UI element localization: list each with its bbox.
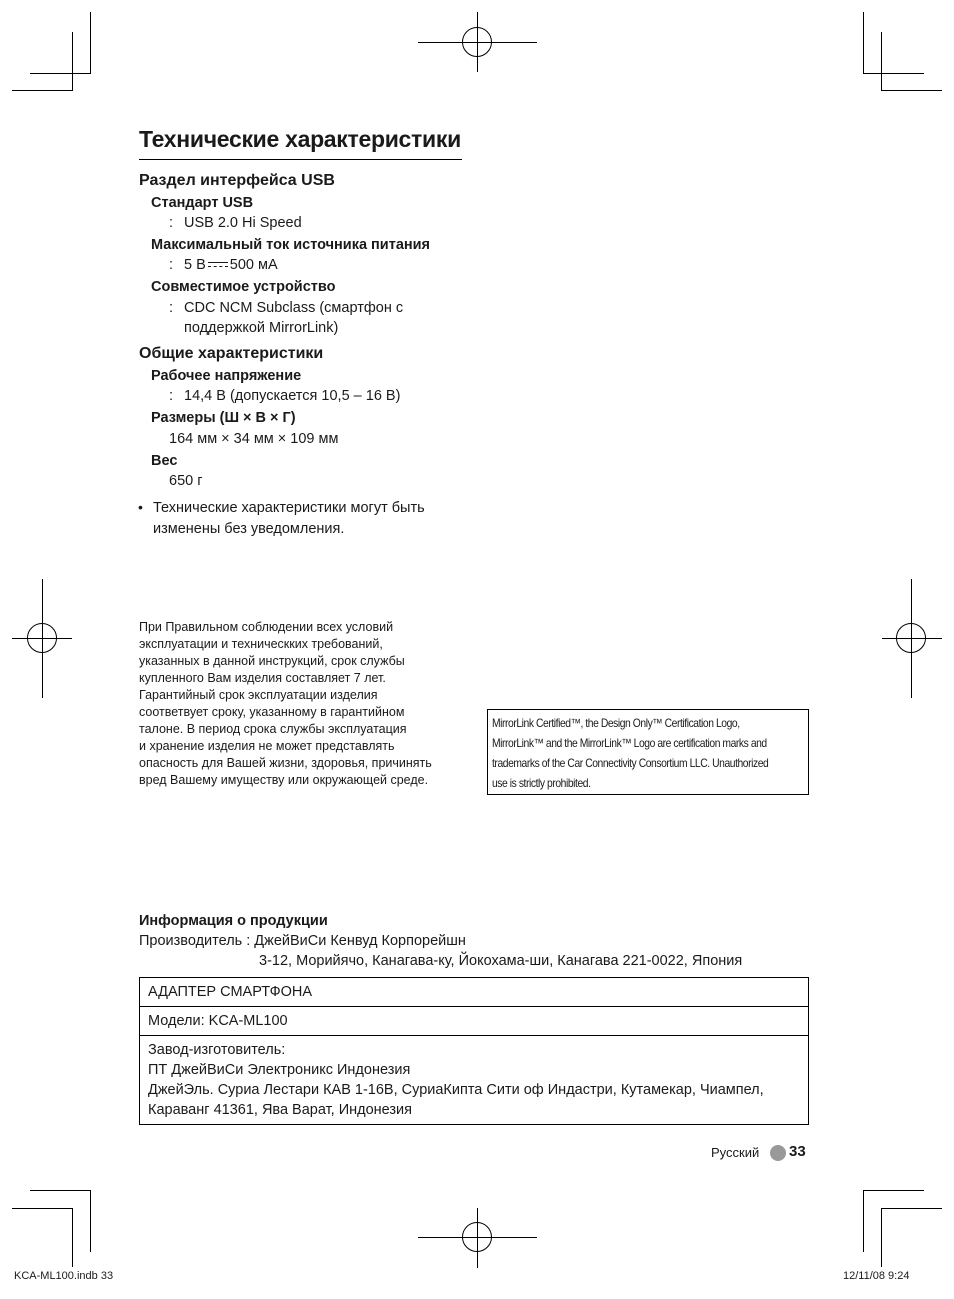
weight-label: Вес xyxy=(151,453,178,469)
usb-standard-value: USB 2.0 Hi Speed xyxy=(184,215,302,231)
usb-current-label: Максимальный ток источника питания xyxy=(151,237,431,253)
print-slug-date: 12/11/08 9:24 xyxy=(843,1270,910,1282)
colon: : xyxy=(169,300,174,316)
factory-line: Завод-изготовитель: xyxy=(148,1042,286,1058)
usb-section-heading: Раздел интерфейса USB xyxy=(139,172,335,189)
warranty-line: указанных в данной инструкций, срок службы xyxy=(139,654,405,668)
trademark-line: use is strictly prohibited. xyxy=(492,776,591,790)
footer-language: Русский xyxy=(711,1145,760,1160)
warranty-line: опасность для Вашей жизни, здоровья, причинять xyxy=(139,756,432,770)
trademark-line: MirrorLink™ and the MirrorLink™ Logo are certification marks and xyxy=(492,736,767,750)
note-text: Технические характеристики могут быть изменены без уведомления. xyxy=(153,500,425,537)
warranty-line: вред Вашему имуществу или окружающей среде. xyxy=(139,773,429,787)
voltage-value: 14,4 В (допускается 10,5 – 16 В) xyxy=(184,388,401,404)
factory-line: ДжейЭль. Суриа Лестари КАВ 1-16В, СуриаКипта Сити оф Индастри, Кутамекар, Чиампел, xyxy=(148,1082,764,1098)
usb-device-value-line2: поддержкой MirrorLink) xyxy=(184,320,339,336)
trademark-text xyxy=(492,713,802,793)
trademark-notice-box xyxy=(487,709,809,795)
table-row-product-type: АДАПТЕР СМАРТФОНА xyxy=(140,978,808,1007)
warranty-line: и хранение изделия не может представлять xyxy=(139,739,395,753)
warranty-line: талоне. В период срока службы эксплуатация xyxy=(139,722,407,736)
page-title: Технические характеристики xyxy=(139,126,461,152)
trademark-line: MirrorLink Certified™, the Design Only™ Certification Logo, xyxy=(492,716,740,730)
table-row-model: Модели: KCA-ML100 xyxy=(140,1007,808,1036)
usb-device-value-line1: CDC NCM Subclass (смартфон с xyxy=(184,300,404,316)
factory-line: ПТ ДжейВиСи Электроникс Индонезия xyxy=(148,1062,411,1078)
print-slug-file: KCA-ML100.indb 33 xyxy=(14,1270,114,1282)
page-dot-icon xyxy=(770,1145,786,1161)
weight-value: 650 г xyxy=(169,473,203,489)
manufacturer-address: 3-12, Морийячо, Канагава-ку, Йокохама-ши, Канагава 221-0022, Япония xyxy=(259,953,743,969)
size-label: Размеры (Ш × В × Г) xyxy=(151,410,296,426)
usb-device-label: Совместимое устройство xyxy=(151,279,336,295)
usb-current-volts: 5 В xyxy=(184,257,206,273)
trademark-line: trademarks of the Car Connectivity Consortium LLC. Unauthorized xyxy=(492,756,769,770)
warranty-paragraph xyxy=(139,619,449,789)
warranty-line: купленного Вам изделия составляет 7 лет. xyxy=(139,671,386,685)
general-section-heading: Общие характеристики xyxy=(139,345,324,362)
warranty-line: Гарантийный срок эксплуатации изделия xyxy=(139,688,378,702)
colon: : xyxy=(169,257,174,273)
note-bullet: • xyxy=(138,499,143,515)
size-value: 164 мм × 34 мм × 109 мм xyxy=(169,431,339,447)
product-info-title: Информация о продукции xyxy=(139,913,328,929)
voltage-label: Рабочее напряжение xyxy=(151,368,302,384)
colon: : xyxy=(169,388,174,404)
warranty-line: соответвует сроку, указанному в гарантийном xyxy=(139,705,405,719)
page-number: 33 xyxy=(789,1143,806,1160)
usb-standard-label: Стандарт USB xyxy=(151,195,254,211)
factory-line: Караванг 41361, Ява Варат, Индонезия xyxy=(148,1102,412,1118)
colon: : xyxy=(169,215,174,231)
warranty-line: При Правильном соблюдении всех условий xyxy=(139,620,394,634)
table-row-factory xyxy=(140,1036,808,1124)
usb-current-amps: 500 мА xyxy=(229,257,278,273)
usb-current-value xyxy=(184,257,278,273)
title-underline xyxy=(139,159,462,160)
product-table xyxy=(139,977,809,1125)
manufacturer-line: Производитель : ДжейВиСи Кенвуд Корпорейшн xyxy=(139,933,466,949)
warranty-line: эксплуатации и техническких требований, xyxy=(139,637,383,651)
dc-symbol-icon xyxy=(208,261,228,269)
